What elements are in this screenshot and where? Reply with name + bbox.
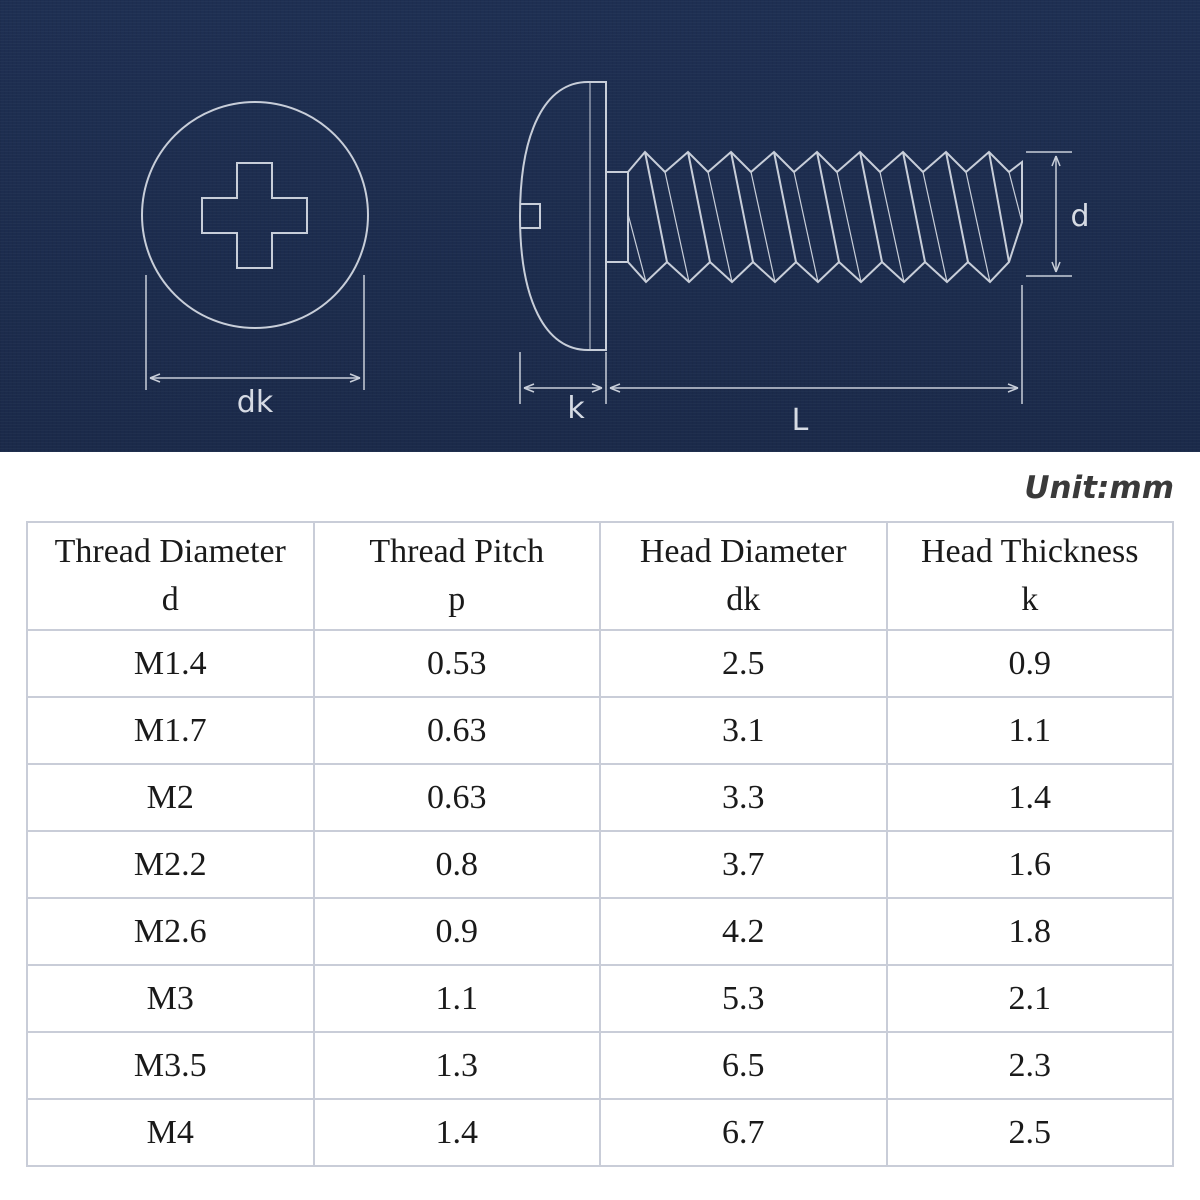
k-l-dimensions [520,285,1022,404]
header-symbol: p [448,581,466,618]
cell-thread-pitch: 0.9 [314,898,601,965]
cell-head-thickness: 0.9 [887,630,1174,697]
cell-head-thickness: 2.3 [887,1032,1174,1099]
table-row [27,831,1173,898]
cell-thread-diameter: M4 [27,1099,314,1166]
table-row [27,630,1173,697]
header-symbol: k [1021,581,1039,618]
header-title: Head Diameter [639,533,847,570]
cell-head-diameter: 3.3 [600,764,887,831]
table-row [27,898,1173,965]
header-thread-diameter [27,522,314,630]
cell-thread-pitch: 0.63 [314,697,601,764]
header-title: Thread Diameter [54,533,286,570]
table-row [27,764,1173,831]
cell-head-thickness: 1.1 [887,697,1174,764]
cell-head-diameter: 2.5 [600,630,887,697]
cell-head-diameter: 3.7 [600,831,887,898]
cell-head-diameter: 3.1 [600,697,887,764]
head-side-view [520,82,606,350]
header-title: Head Thickness [921,533,1139,570]
cell-thread-pitch: 0.53 [314,630,601,697]
table-header-row [27,522,1173,630]
cell-thread-diameter: M3.5 [27,1032,314,1099]
d-label: d [1070,199,1090,234]
cell-head-thickness: 1.8 [887,898,1174,965]
cell-thread-pitch: 1.3 [314,1032,601,1099]
cell-thread-diameter: M1.7 [27,697,314,764]
cell-thread-diameter: M2.2 [27,831,314,898]
cell-head-diameter: 6.5 [600,1032,887,1099]
cell-thread-diameter: M2 [27,764,314,831]
head-top-view [142,102,368,328]
dk-label: dk [236,385,274,420]
l-label: L [791,403,809,438]
header-head-diameter [600,522,887,630]
d-dimension [1026,152,1072,276]
spec-table [26,521,1174,1167]
header-symbol: d [161,581,179,618]
dk-dimension [146,275,364,390]
cell-head-diameter: 5.3 [600,965,887,1032]
cell-thread-pitch: 1.1 [314,965,601,1032]
cell-head-thickness: 2.1 [887,965,1174,1032]
cell-head-thickness: 2.5 [887,1099,1174,1166]
table-row [27,697,1173,764]
header-symbol: dk [726,581,761,618]
table-row [27,965,1173,1032]
cell-thread-diameter: M1.4 [27,630,314,697]
unit-label: Unit:mm [1024,470,1174,506]
cell-thread-pitch: 1.4 [314,1099,601,1166]
cell-head-thickness: 1.6 [887,831,1174,898]
screw-drawing [0,0,1200,452]
screw-diagram-panel [0,0,1200,452]
thread-shank [606,152,1022,282]
table-row [27,1032,1173,1099]
cell-head-thickness: 1.4 [887,764,1174,831]
k-label: k [567,391,585,426]
header-thread-pitch [314,522,601,630]
header-head-thickness [887,522,1174,630]
cell-head-diameter: 4.2 [600,898,887,965]
cell-thread-diameter: M3 [27,965,314,1032]
cell-thread-pitch: 0.63 [314,764,601,831]
header-title: Thread Pitch [369,533,545,570]
table-row [27,1099,1173,1166]
cell-head-diameter: 6.7 [600,1099,887,1166]
cell-thread-pitch: 0.8 [314,831,601,898]
cell-thread-diameter: M2.6 [27,898,314,965]
